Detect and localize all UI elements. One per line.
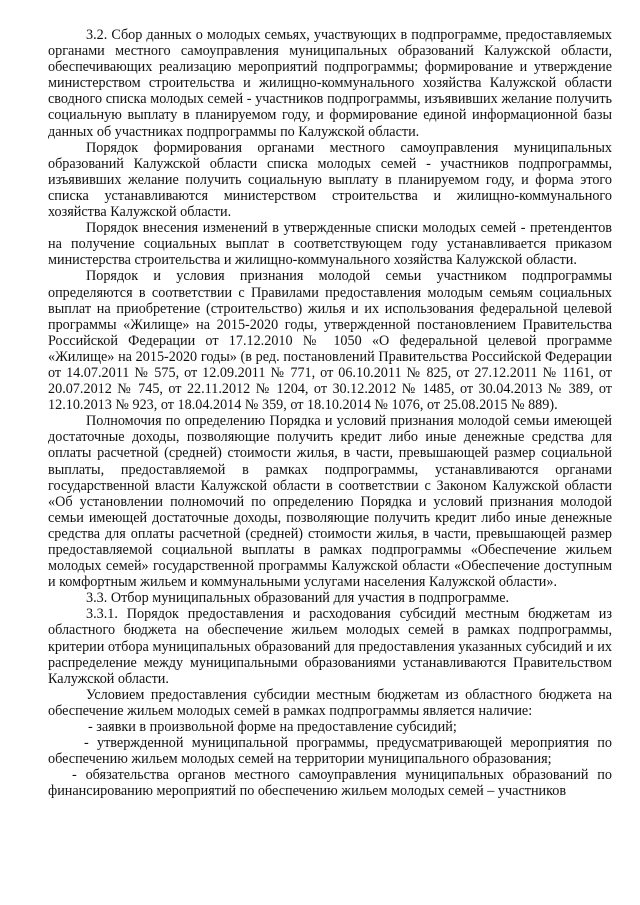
paragraph-list-changes: Порядок внесения изменений в утвержденные списки молодых семей - претендентов на получение социальных выплат в соответствующем году устанавливается приказом министерства строительства и жилищно-коммунального хозяйства Калужской области.	[48, 220, 612, 269]
paragraph-subsidy-condition: Условием предоставления субсидии местным бюджетам из областного бюджета на обеспечение жильем молодых семей в рамках подпрограммы является наличие:	[48, 686, 612, 719]
list-item-municipal-program: - утвержденной муниципальной программы, предусматривающей мероприятия по обеспечению жильем молодых семей на территории муниципального образования;	[48, 735, 612, 768]
paragraph-income-powers: Полномочия по определению Порядка и условий признания молодой семьи имеющей достаточные доходы, позволяющие получить кредит либо иные денежные средства для оплаты расчетной (средней) стоимости жилья, в части, превышающей размер социальной выплаты, предоставляемой в рамках подпрограммы, устанавливаются органами государственной власти Калужской области в соответствии с Законом Калужской области «Об установлении полномочий по определению Порядка и условий признания молодой семьи имеющей достаточные доходы, позволяющие получить кредит либо иные денежные средства для оплаты расчетной (средней) стоимости жилья, в части, превышающей размер предоставляемой социальной выплаты в рамках подпрограммы «Обеспечение жильем молодых семей» государственной программы Калужской области «Обеспечение доступным и комфортным жильем и коммунальными услугами населения Калужской области».	[48, 413, 612, 591]
paragraph-participant-conditions: Порядок и условия признания молодой семьи участником подпрограммы определяются в соответствии с Правилами предоставления молодым семьям социальных выплат на приобретение (строительство) жилья и их использования федеральной целевой программы «Жилище» на 2015-2020 годы, утвержденной постановлением Правительства Российской Федерации от 17.12.2010 № 1050 «О федеральной целевой программе «Жилище» на 2015-2020 годы» (в ред. постановлений Правительства Российской Федерации от 14.07.2011 № 575, от 12.09.2011 № 771, от 06.10.2011 № 825, от 27.12.2011 № 1161, от 20.07.2012 № 745, от 22.11.2012 № 1204, от 30.12.2012 № 1485, от 30.04.2013 № 389, от 12.10.2013 № 923, от 18.04.2014 № 359, от 18.10.2014 № 1076, от 25.08.2015 № 889).	[48, 268, 612, 414]
list-item-obligations: - обязательства органов местного самоуправления муниципальных образований по финансированию мероприятий по обеспечению жильем молодых семей – участников	[48, 767, 612, 800]
paragraph-3-2: 3.2. Сбор данных о молодых семьях, участвующих в подпрограмме, предоставляемых органами местного самоуправления муниципальных образований Калужской области, обеспечивающих реализацию мероприятий подпрограммы; формирование и утверждение министерством строительства и жилищно-коммунального хозяйства Калужской области сводного списка молодых семей - участников подпрограммы, изъявивших желание получить социальную выплату в планируемом году, и формирование единой информационной базы данных об участниках подпрограммы по Калужской области.	[48, 27, 612, 140]
paragraph-3-3-1: 3.3.1. Порядок предоставления и расходования субсидий местным бюджетам из областного бюджета на обеспечение жильем молодых семей в рамках подпрограммы, критерии отбора муниципальных образований для предоставления указанных субсидий и их распределение между муниципальными образованиями устанавливаются Правительством Калужской области.	[48, 606, 612, 687]
list-item-application: - заявки в произвольной форме на предоставление субсидий;	[88, 719, 457, 736]
paragraph-3-3: 3.3. Отбор муниципальных образований для участия в подпрограмме.	[86, 590, 510, 607]
paragraph-list-formation: Порядок формирования органами местного самоуправления муниципальных образований Калужской области списка молодых семей - участников подпрограммы, изъявивших желание получить социальную выплату в планируемом году, и форма этого списка устанавливаются министерством строительства и жилищно-коммунального хозяйства Калужской области.	[48, 139, 612, 221]
